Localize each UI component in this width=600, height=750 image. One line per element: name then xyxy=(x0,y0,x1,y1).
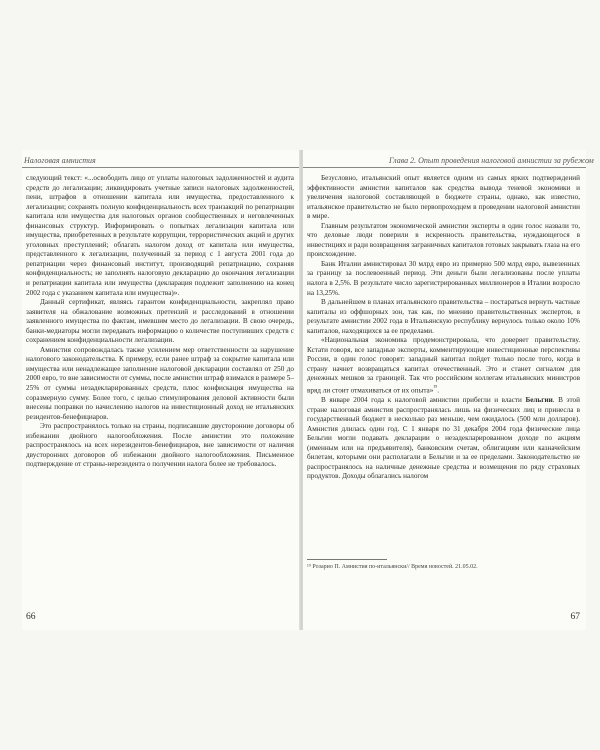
paragraph: Главным результатом экономической амнистии эксперты в один голос назвали то, что деловые люди поверили в искренность правительства, нуждающегося в инвестициях и ради возвращения заграничных капиталов готовых закрывать глаза на его происхождение. xyxy=(307,221,580,259)
paragraph: Амнистия сопровождалась также усилением мер ответственности за нарушение налогового законодательства. К примеру, если ранее штраф за сокрытие капитала или имущества или ненадлежащее заполнение налоговой декларации составлял от 250 до 2000 евро, то вне зависимости от суммы, после амнистии штраф взимался в размере 5–25% от суммы незадекларированных средств, плюс конфискация имущества на соразмерную сумму. Более того, с целью стимулирования деловой активности были внесены поправки по начислению налогов на инвестиционный доход не итальянских резидентов-бенефициаров. xyxy=(26,345,294,421)
paragraph: следующий текст: «...освободить лицо от уплаты налоговых задолженностей и аудита средств до легализации; ликвидировать учетные записи налоговых задолженностей, пени, штрафов в отношении капитала или имущества, предоставленного к легализации; сохранять полную конфиденциальность всех транзакций по репатриации капитала или имущества для налоговых органов сообщественных и неговлеченных финансовых структур. Информировать о попытках легализации капитала или имущества, приобретенных в результате коррупции, террористических акций и других уголовных преступлений; облагать налогом доход от капитала или имущества, представленного к легализации, полученный за период с 1 августа 2001 года до репатриации через финансовый институт, производящий репатриацию, сохраняя конфиденциальность; не заполнять налоговую декларацию до окончания легализации и репатриации капитала или имущества (декларация подлежит заполнению на конец 2002 года с указанием капитала или имущества)». xyxy=(26,174,294,297)
page-number-left: 66 xyxy=(26,612,36,622)
footnote-rule xyxy=(307,559,387,560)
footnote-marker: ¹⁹ xyxy=(433,385,438,392)
quote-text: «Национальная экономика продемонстрировала, что доверяет правительству. Кстати говоря, все западные эксперты, комментирующие инвестиционные перспективы России, в один голос говорят: западный капитал пойдет только после того, когда в страну начнет возвращаться капитал отечественный. Это и станет сигналом для денежных мешков за границей. Так что российским коллегам итальянских министров вряд ли стоит отмахиваться от их опыта» xyxy=(307,336,580,395)
paragraph-lead: В январе 2004 года к налоговой амнистии прибегли и власти xyxy=(321,395,522,404)
footnote: ¹⁹ Розарио П. Амнистия по-итальянски// Время новостей. 21.05.02. xyxy=(307,564,478,570)
paragraph xyxy=(307,396,580,482)
header-rule-left xyxy=(22,167,300,168)
country-name-bold: Бельгии xyxy=(525,395,553,404)
left-page xyxy=(22,150,300,630)
paragraph: «Национальная экономика продемонстрировала, что доверяет правительству. Кстати говоря, все западные эксперты, комментирующие инвестиционные перспективы России, в один голос говорят: западный капитал пойдет только после того, когда в страну начнет возвращаться капитал отечественный. Это и станет сигналом для денежных мешков за границей. Так что российским коллегам итальянских министров вряд ли стоит отмахиваться от их опыта»$^{^{19}}$. xyxy=(307,336,580,395)
left-page-body xyxy=(26,174,294,470)
right-page xyxy=(303,150,594,630)
paragraph: Это распространялось только на страны, подписавшие двусторонние договоры об избежании двойного налогообложения. После амнистии это положение распространялось на всех нерезидентов-бенефициаров, вне зависимости от наличия двусторонних договоров об избежании двойного налогообложения. Письменное подтверждение от страны-нерезидента о получении налога более не требовалось. xyxy=(26,422,294,469)
right-page-body xyxy=(307,174,580,482)
paragraph: Безусловно, итальянский опыт является одним из самых ярких подтверждений эффективности амнистии капиталов как средства вывода теневой экономики и увеличения налоговой составляющей в бюджете страны, однако, как известно, итальянское правительство не было первопроходцем в проведении налоговой амнистии в мире. xyxy=(307,174,580,221)
paragraph-rest: . В этой стране налоговая амнистия распространялась лишь на физических лиц и принесла в государственный бюджет в несколько раз меньше, чем ожидалось (500 млн долларов). Амнистия длилась один год. С 1 января по 31 декабря 2004 года физические лица Бельгии могли подавать декларации о незадекларированном доходе по акциям (именным или на предъявителя), банковским счетам, облигациям или казначейским билетам, которыми они располагали в Бельгии и за ее пределами. Законодательство не распространялось на наличные денежные средства и возмещения по ряду страховых продуктов. Доходы облагались налогом xyxy=(307,395,580,481)
paragraph: Банк Италии амнистировал 30 млрд евро из примерно 500 млрд евро, вывезенных за границу за послевоенный период. Эти деньги были легализованы после уплаты налога в 2,5%. В результате число зарегистрированных миллионеров в Италии возросло на 13,25%. xyxy=(307,259,580,297)
running-head-left: Налоговая амнистия xyxy=(24,156,96,165)
paragraph: Данный сертификат, являясь гарантом конфиденциальности, закреплял право заявителя на обжалование возможных претензий и расследований в отношении заявленного имущества по фактам, имевшим место до легализации. В свою очередь, банки-медиаторы могли передавать информацию о количестве поступивших средств с сохранением конфиденциальности легализации. xyxy=(26,298,294,345)
running-head-right: Глава 2. Опыт проведения налоговой амнистии за рубежом xyxy=(389,156,594,165)
paragraph: В дальнейшем в планах итальянского правительства – постараться вернуть частные капиталы из оффшорных зон, так как, по мнению правительственных экспертов, в результате амнистии 2002 года в Итальянскую республику вернулось только около 10% капиталов, находящихся за ее пределами. xyxy=(307,298,580,335)
page-number-right: 67 xyxy=(570,612,580,622)
header-rule-right xyxy=(303,167,586,168)
